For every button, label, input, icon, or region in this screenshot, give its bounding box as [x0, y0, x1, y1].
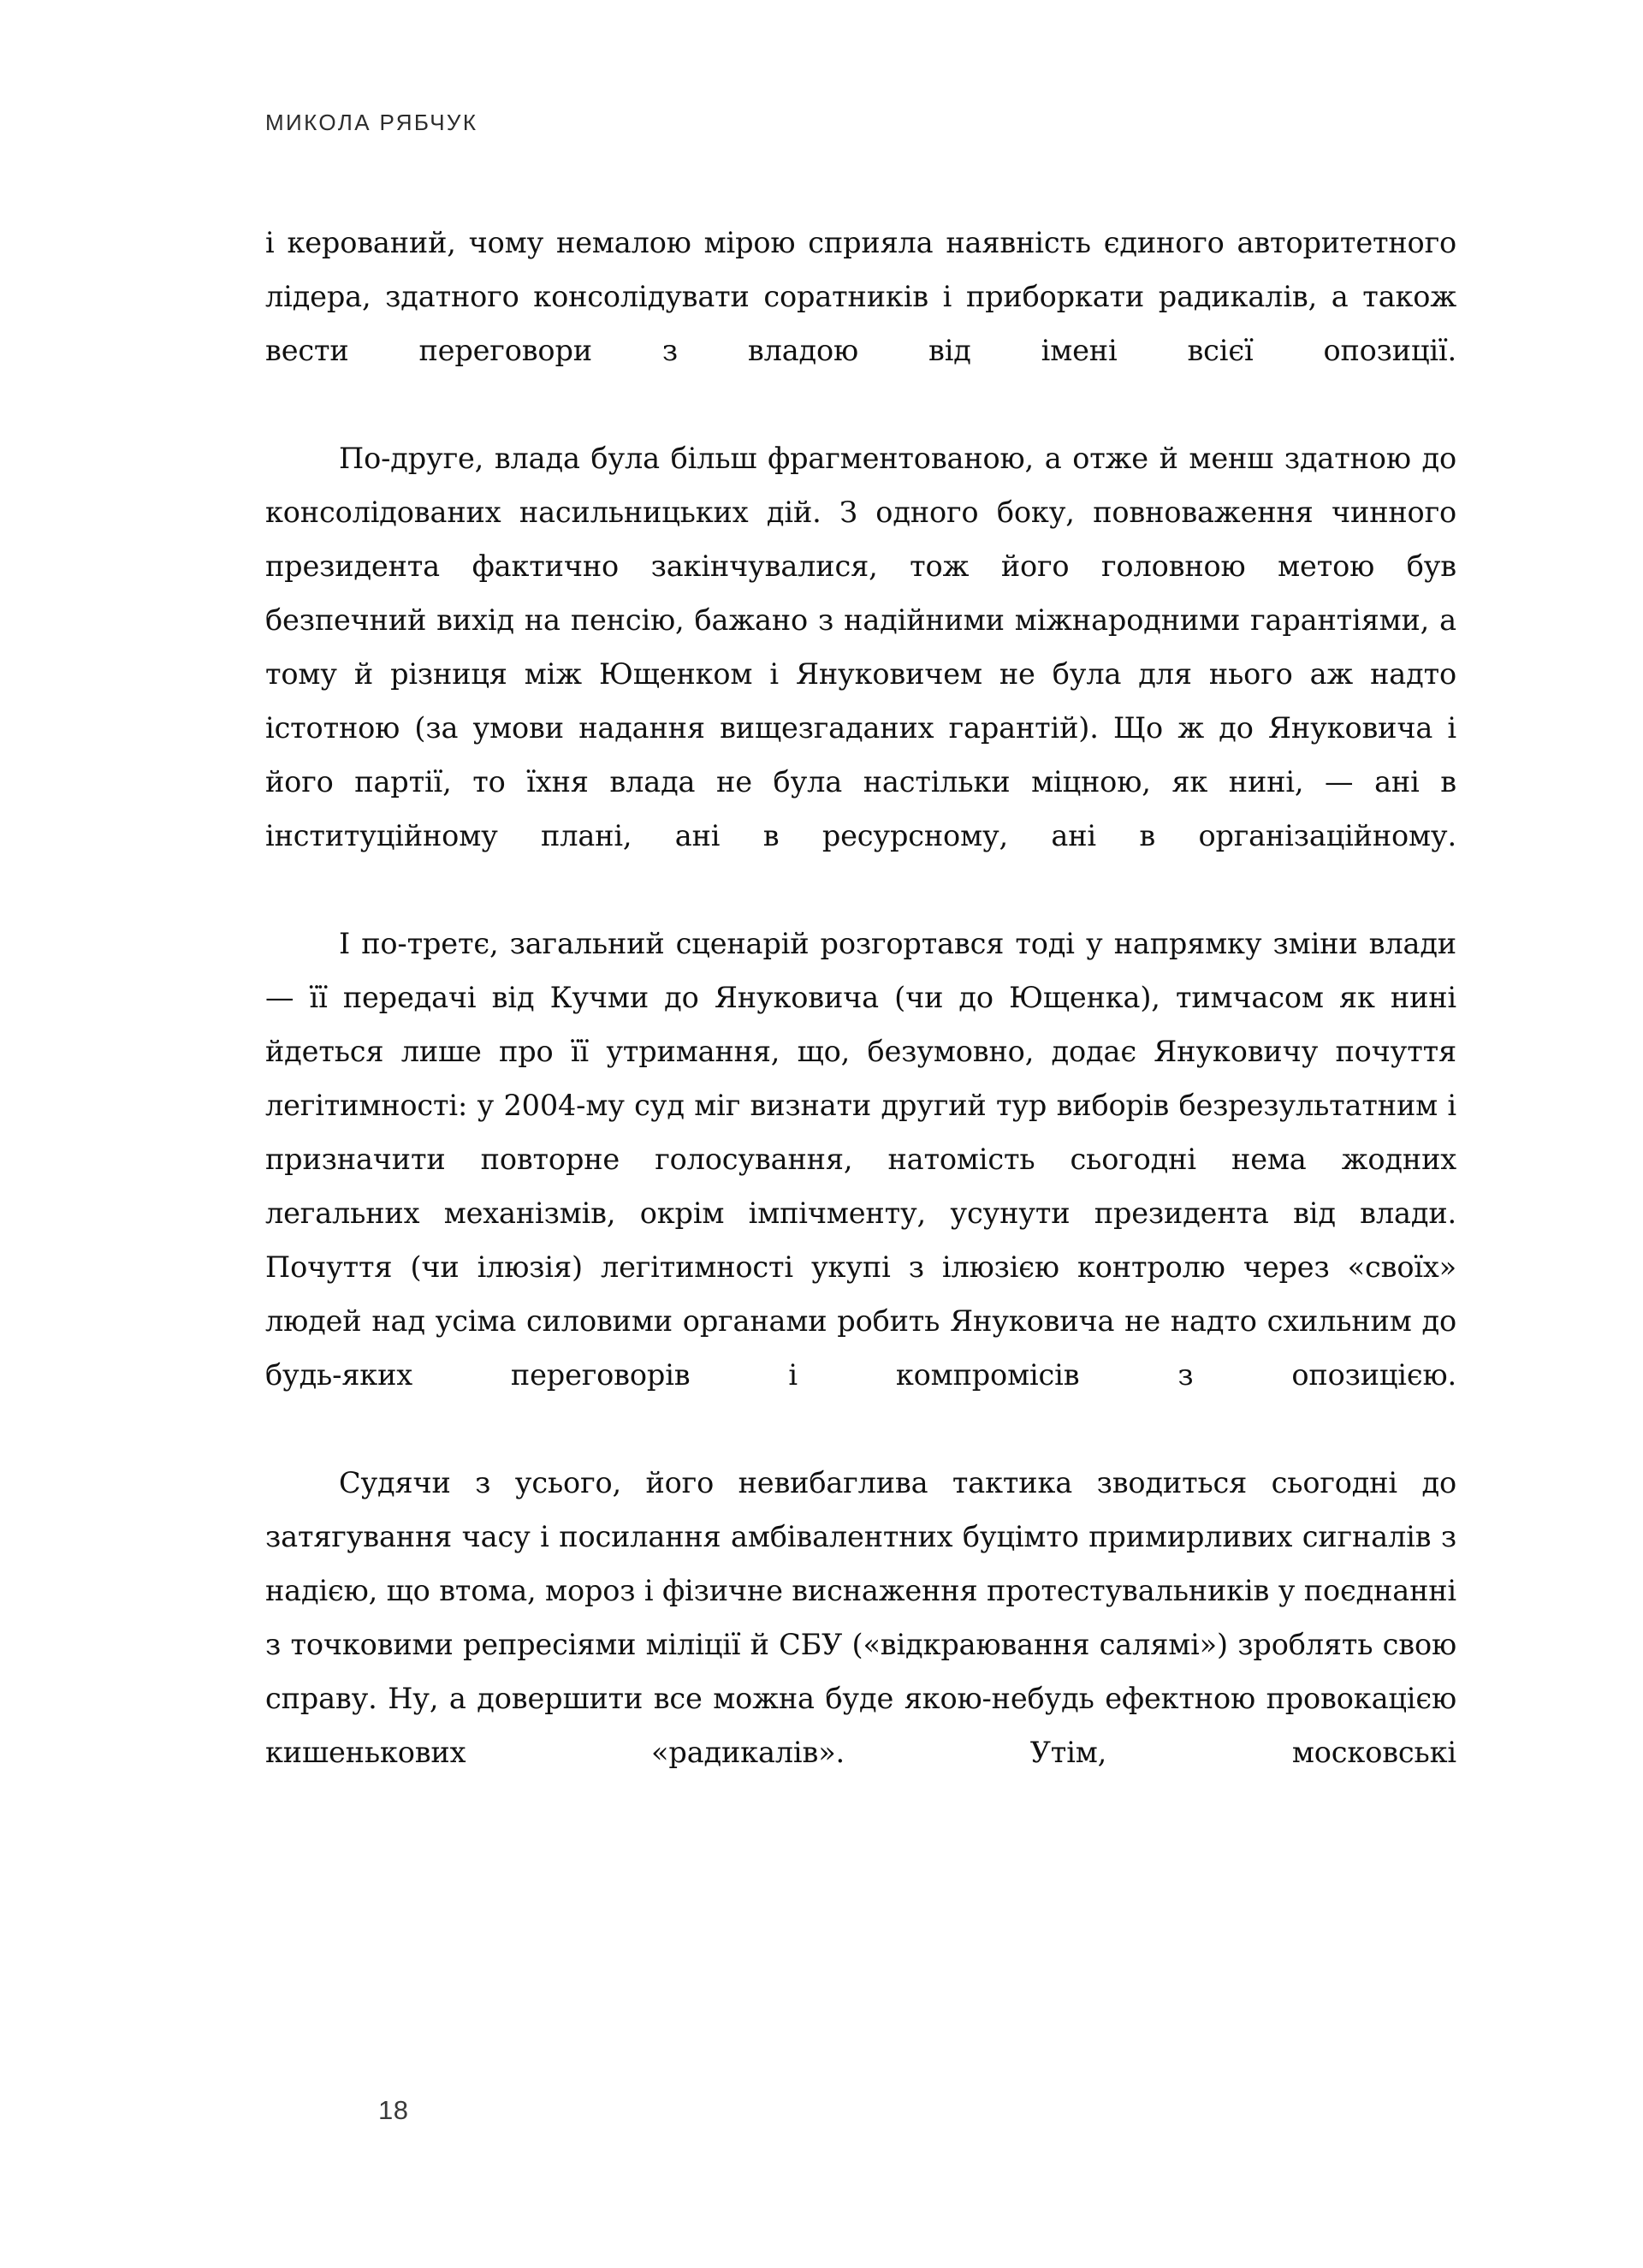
paragraph: По-друге, влада була більш фрагментованою, а отже й менш здатною до консолідованих насильницьких дій. З одного боку, повноваження чинного президента фактично закінчувалися, тож його головною метою був безпечний вихід на пенсію, бажано з надійними міжнародними гарантіями, а тому й різниця між Ющенком і Януковичем не була для нього аж надто істотною (за умови надання вищезгаданих гарантій). Що ж до Януковича і його партії, то їхня влада не була настільки міцною, як нині, — ані в інституційному плані, ані в ресурсному, ані в організаційному.	[265, 442, 1456, 852]
paragraph: Судячи з усього, його невибаглива тактика зводиться сьогодні до затягування часу і посилання амбівалентних буцімто примирливих сигналів з надією, що втома, мороз і фізичне виснаження протестувальників у поєднанні з точковими репресіями міліції й СБУ («відкраювання салямі») зроблять свою справу. Ну, а довершити все можна буде якою-небудь ефектною провокацією кишенькових «радикалів». Утім, московські	[265, 1466, 1456, 1769]
running-head: МИКОЛА РЯБЧУК	[265, 110, 478, 135]
body-text-block	[265, 216, 1456, 1833]
paragraph: І по-третє, загальний сценарій розгортався тоді у напрямку зміни влади — її передачі від Кучми до Януковича (чи до Ющенка), тимчасом як нині йдеться лише про її утримання, що, безумовно, додає Януковичу почуття легітимності: у 2004-му суд міг визнати другий тур виборів безрезультатним і призначити повторне голосування, натомість сьогодні нема жодних легальних механізмів, окрім імпічменту, усунути президента від влади. Почуття (чи ілюзія) легітимності укупі з ілюзією контролю через «своїх» людей над усіма силовими органами робить Януковича не надто схильним до будь-яких переговорів і компромісів з опозицією.	[265, 927, 1456, 1392]
page-number: 18	[378, 2095, 409, 2125]
paragraph: і керований, чому немалою мірою сприяла наявність єдиного авторитетного лідера, здатного консолідувати соратників і приборкати радикалів, а також вести переговори з владою від імені всієї опозиції.	[265, 226, 1456, 367]
